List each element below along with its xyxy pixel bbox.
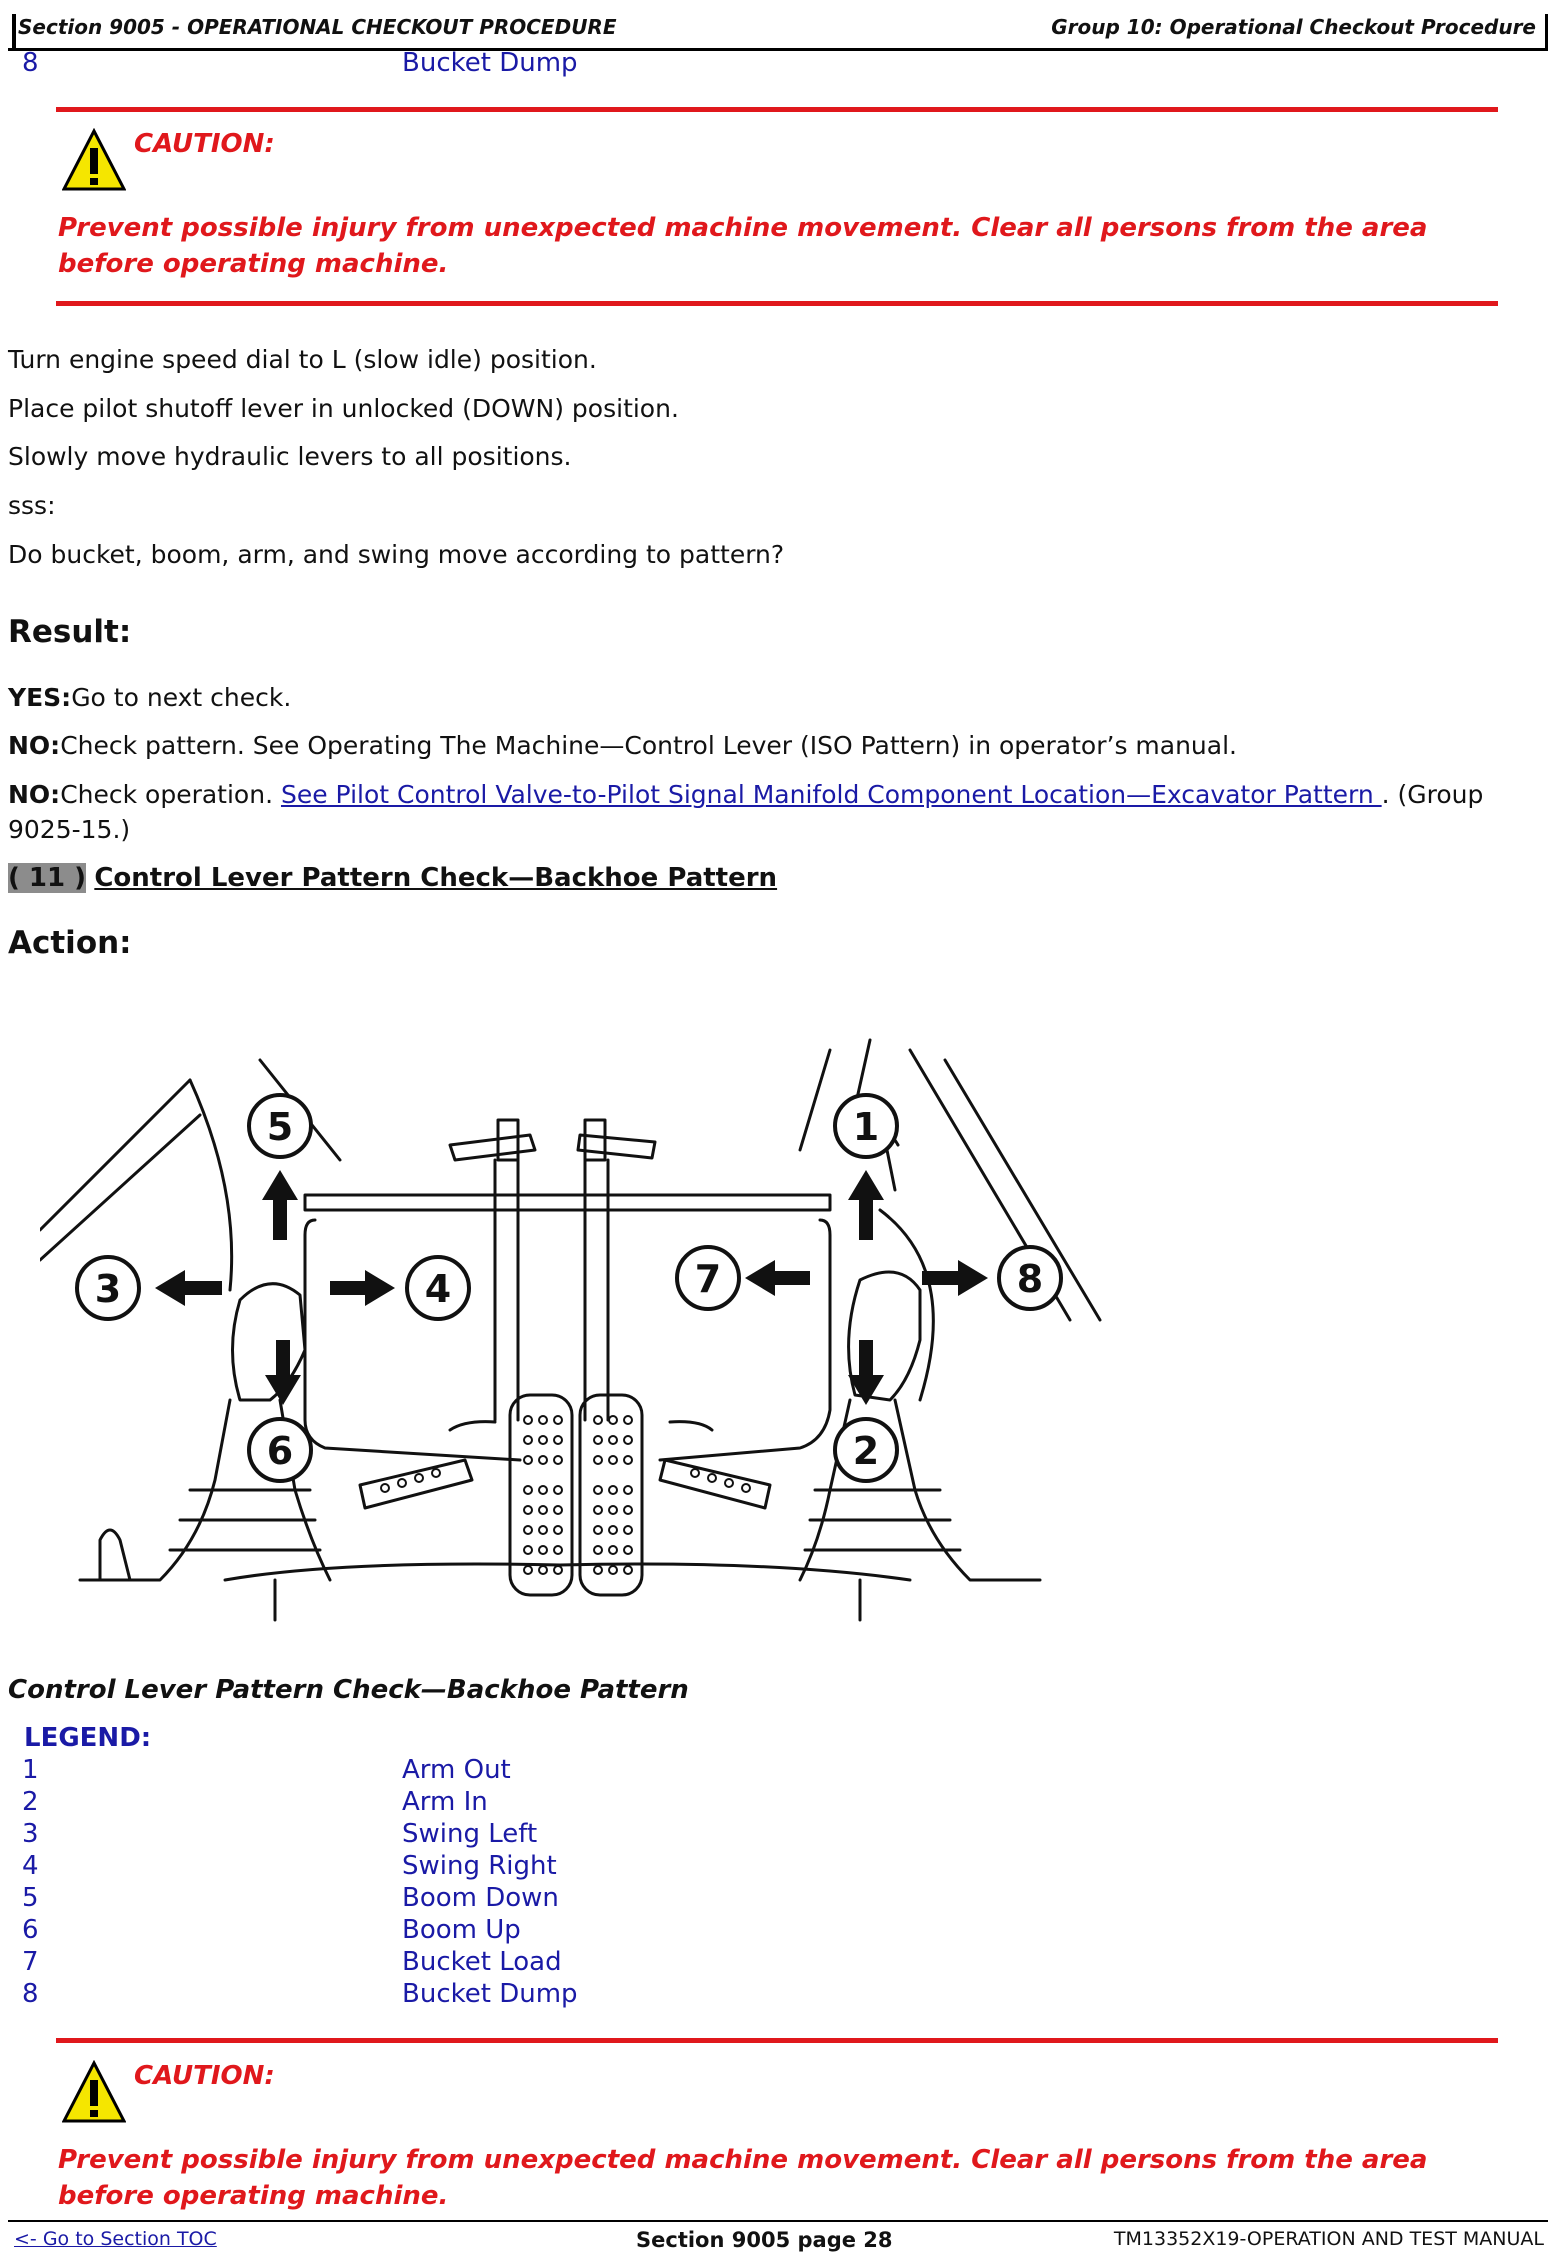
control-lever-figure bbox=[40, 1020, 1120, 1630]
legend-label: Arm Out bbox=[402, 1755, 511, 1785]
caution-text: Prevent possible injury from unexpected machine movement. Clear all persons from the area before operating machine. bbox=[58, 213, 1428, 279]
caution-rule-top bbox=[56, 2038, 1498, 2043]
legend-label: Arm In bbox=[402, 1787, 488, 1817]
header-section-title: Section 9005 - OPERATIONAL CHECKOUT PROCEDURE bbox=[18, 15, 617, 39]
caution-title: CAUTION: bbox=[134, 129, 275, 159]
figure-caption: Control Lever Pattern Check—Backhoe Pattern bbox=[8, 1675, 689, 1705]
caution-rule-top bbox=[56, 107, 1498, 112]
result-yes-label: YES: bbox=[8, 683, 72, 712]
callout-5: 5 bbox=[266, 1105, 294, 1149]
warning-icon bbox=[62, 128, 126, 192]
caution-title: CAUTION: bbox=[134, 2061, 275, 2091]
legend-label: Swing Right bbox=[402, 1851, 557, 1881]
callout-4: 4 bbox=[424, 1267, 452, 1311]
result-heading: Result: bbox=[8, 614, 132, 650]
result-no-label: NO: bbox=[8, 731, 61, 760]
legend-num: 6 bbox=[22, 1915, 39, 1945]
callout-6: 6 bbox=[266, 1429, 294, 1473]
check-title-link[interactable]: Control Lever Pattern Check—Backhoe Pattern bbox=[94, 863, 778, 893]
legend-num: 7 bbox=[22, 1947, 39, 1977]
callout-2: 2 bbox=[852, 1429, 880, 1473]
caution-text: Prevent possible injury from unexpected machine movement. Clear all persons from the area before operating machine. bbox=[58, 2145, 1428, 2211]
legend-label: Bucket Dump bbox=[402, 1979, 578, 2009]
result-yes bbox=[8, 683, 291, 712]
step-line: Do bucket, boom, arm, and swing move according to pattern? bbox=[8, 540, 785, 569]
legend-num: 8 bbox=[22, 48, 39, 78]
section-toc-link[interactable]: <- Go to Section TOC bbox=[14, 2228, 217, 2250]
result-no-pattern bbox=[8, 731, 1237, 760]
callout-8: 8 bbox=[1016, 1257, 1044, 1301]
legend-num: 2 bbox=[22, 1787, 39, 1817]
action-heading: Action: bbox=[8, 925, 132, 961]
callout-7: 7 bbox=[694, 1257, 722, 1301]
legend-label: Bucket Dump bbox=[402, 48, 578, 78]
legend-num: 3 bbox=[22, 1819, 39, 1849]
result-no-text: Check pattern. See Operating The Machine—Control Lever (ISO Pattern) in operator’s manual. bbox=[60, 731, 1237, 760]
result-no-operation bbox=[8, 780, 1483, 809]
check-number: ( 11 ) bbox=[8, 863, 87, 893]
legend-num: 8 bbox=[22, 1979, 39, 2009]
header-border-right bbox=[1545, 14, 1548, 51]
result-no-continued: 9025-15.) bbox=[8, 815, 131, 844]
step-line: sss: bbox=[8, 491, 56, 520]
step-line: Turn engine speed dial to L (slow idle) position. bbox=[8, 345, 597, 374]
step-line: Slowly move hydraulic levers to all positions. bbox=[8, 442, 572, 471]
callout-1: 1 bbox=[852, 1105, 880, 1149]
legend-label: Bucket Load bbox=[402, 1947, 562, 1977]
header-border-left bbox=[12, 14, 16, 48]
result-no-text: Check operation. bbox=[60, 780, 281, 809]
header-rule bbox=[8, 48, 1548, 51]
legend-num: 5 bbox=[22, 1883, 39, 1913]
page-number: Section 9005 page 28 bbox=[636, 2228, 893, 2252]
legend-num: 1 bbox=[22, 1755, 39, 1785]
manual-title: TM13352X19-OPERATION AND TEST MANUAL bbox=[1113, 2228, 1544, 2250]
step-line: Place pilot shutoff lever in unlocked (DOWN) position. bbox=[8, 394, 679, 423]
callout-3: 3 bbox=[94, 1267, 122, 1311]
caution-rule-bottom bbox=[56, 301, 1498, 306]
legend-label: Swing Left bbox=[402, 1819, 538, 1849]
warning-icon bbox=[62, 2060, 126, 2124]
check-heading[interactable] bbox=[8, 863, 777, 893]
legend-label: Boom Down bbox=[402, 1883, 559, 1913]
result-no-label: NO: bbox=[8, 780, 61, 809]
legend-label: Boom Up bbox=[402, 1915, 521, 1945]
pilot-valve-link[interactable]: See Pilot Control Valve-to-Pilot Signal Manifold Component Location—Excavator Pattern bbox=[280, 780, 1382, 809]
legend-title: LEGEND: bbox=[24, 1723, 152, 1753]
header-group-title: Group 10: Operational Checkout Procedure bbox=[1051, 15, 1536, 39]
legend-num: 4 bbox=[22, 1851, 39, 1881]
result-yes-text: Go to next check. bbox=[71, 683, 292, 712]
footer-rule bbox=[8, 2220, 1548, 2222]
result-no-after: . (Group bbox=[1381, 780, 1484, 809]
